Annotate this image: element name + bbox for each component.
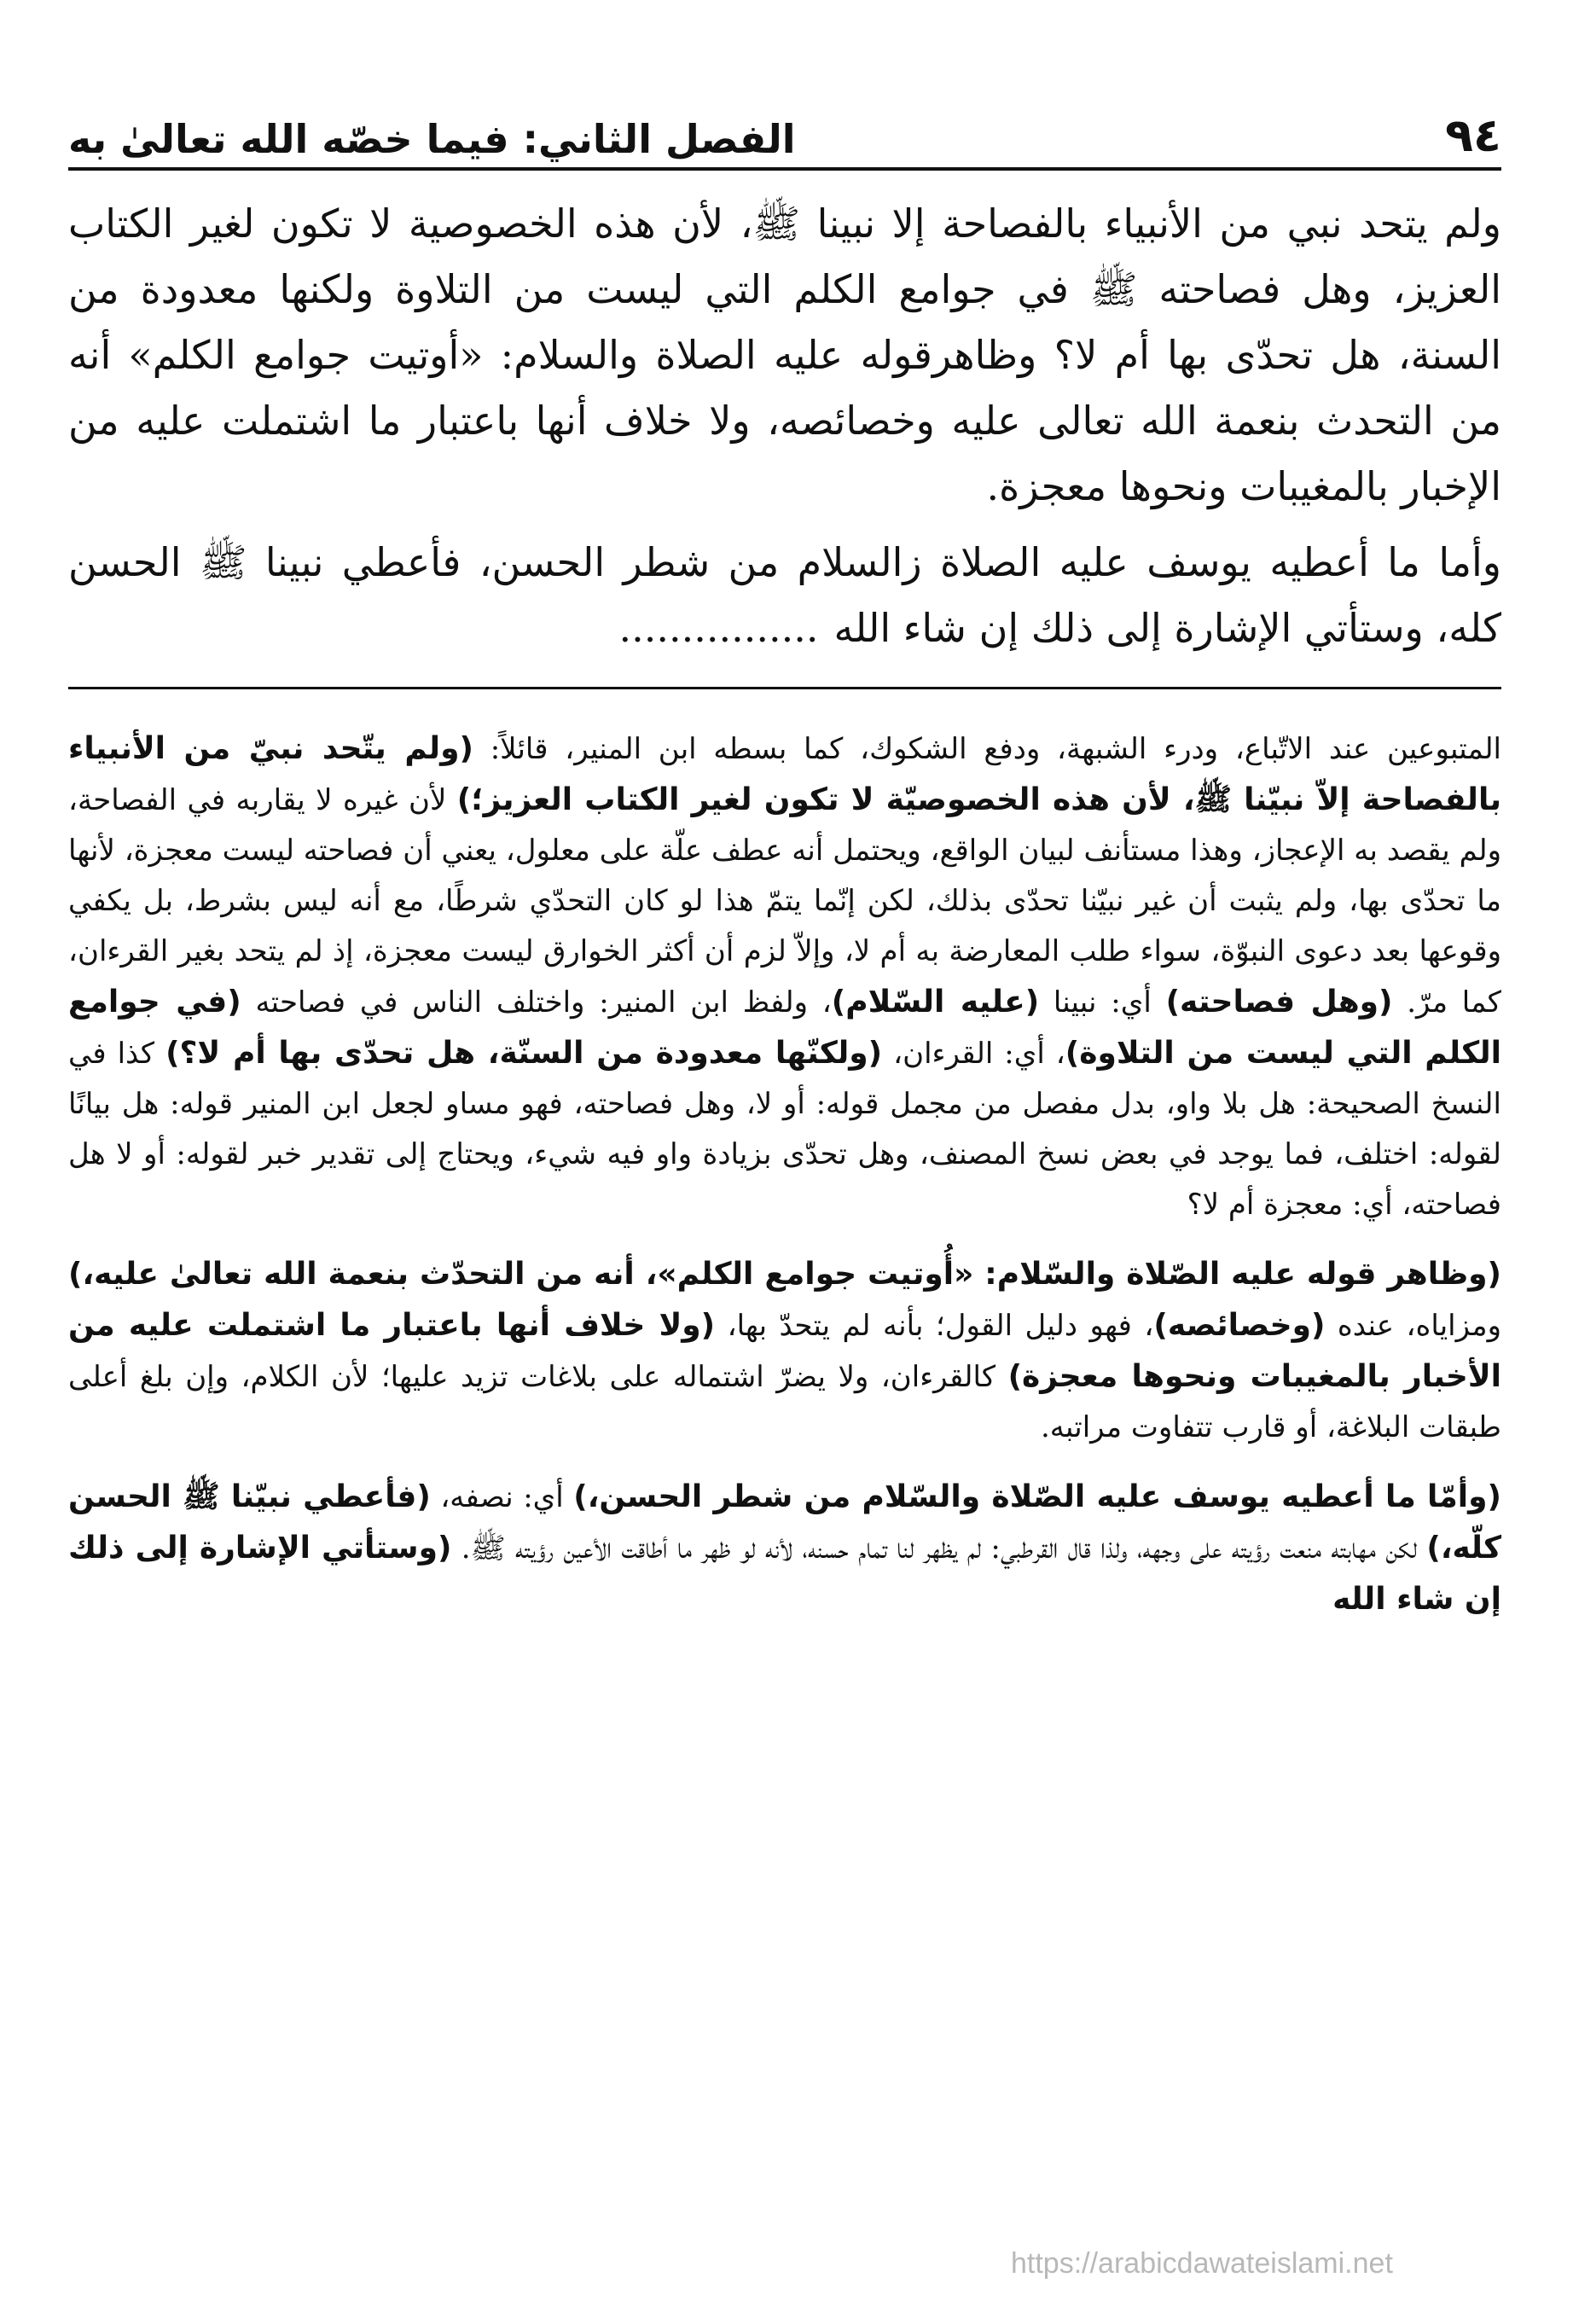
main-text — [68, 191, 1501, 661]
commentary-text: لكن مهابته منعت رؤيته على وجهه، ولذا قال القرطبي: لم يظهر لنا تمام حسنه، لأنه لو ظهر ما أطاقت الأعين رؤيته ﷺ. — [451, 1531, 1427, 1566]
commentary-text: كذا في النسخ الصحيحة: هل بلا واو، بدل مفصل من مجمل قوله: أو لا، وهل فصاحته، فهو مساو لجعل ابن المنير قوله: هل بيانًا لقوله: اختلف، فما يوجد في بعض نسخ المصنف، وهل تحدّى بزيادة واو فيه شيء، ويحتاج إلى تقدير خبر لقوله: أو لا هل فصاحته، أي: معجزة أم لا؟ — [68, 1037, 1501, 1222]
commentary-paragraph-2 — [68, 1249, 1501, 1453]
commentary-paragraph-1 — [68, 723, 1501, 1230]
commentary-text: أي: نبينا — [1039, 985, 1166, 1020]
page-header — [68, 94, 1501, 171]
main-paragraph-2-text: وأما ما أعطيه يوسف عليه الصلاة زالسلام من شطر الحسن، فأعطي نبينا ﷺ الحسن كله، وستأتي الإشارة إلى ذلك إن شاء الله — [68, 539, 1501, 651]
quoted-main-text: (فأعطي نبيّنا ﷺ الحسن كلّه،) — [68, 1479, 1501, 1566]
watermark-url: https://arabicdawateislami.net — [1011, 2247, 1393, 2280]
commentary — [68, 723, 1501, 1625]
page-number: ٩٤ — [1445, 108, 1501, 162]
commentary-text: ، فهو دليل القول؛ بأنه لم يتحدّ بها، — [715, 1309, 1154, 1343]
quoted-main-text: (ولم يتّحد نبيّ من الأنبياء بالفصاحة إلاّ نبيّنا ﷺ، لأن هذه الخصوصيّة لا تكون لغير الكتاب العزيز؛) — [68, 731, 1501, 817]
main-paragraph-2 — [68, 530, 1501, 661]
commentary-text: المتبوعين عند الاتّباع، ودرء الشبهة، ودفع الشكوك، كما بسطه ابن المنير، قائلاً: — [473, 732, 1502, 766]
book-page — [68, 94, 1501, 2278]
commentary-text: كالقرءان، ولا يضرّ اشتماله على بلاغات تزيد عليها؛ لأن الكلام، وإن بلغ أعلى طبقات البلاغة، أو قارب تتفاوت مراتبه. — [68, 1360, 1501, 1444]
quoted-main-text: (وخصائصه) — [1153, 1308, 1326, 1343]
separator-rule — [68, 687, 1501, 689]
quoted-main-text: (وستأتي الإشارة إلى ذلك إن شاء الله — [68, 1531, 1501, 1617]
quoted-main-text: (وهل فصاحته) — [1165, 985, 1393, 1020]
continuation-dots: ................ — [618, 605, 819, 651]
main-paragraph-1: ولم يتحد نبي من الأنبياء بالفصاحة إلا نبينا ﷺ، لأن هذه الخصوصية لا تكون لغير الكتاب العزيز، وهل فصاحته ﷺ في جوامع الكلم التي ليست من التلاوة ولكنها معدودة من السنة، هل تحدّى بها أم لا؟ وظاهرقوله عليه الصلاة والسلام: «أوتيت جوامع الكلم» أنه من التحدث بنعمة الله تعالى عليه وخصائصه، ولا خلاف أنها باعتبار ما اشتملت عليه من الإخبار بالمغيبات ونحوها معجزة. — [68, 200, 1501, 509]
commentary-text: ومزاياه، عنده — [1325, 1309, 1501, 1343]
commentary-text: أي: نصفه، — [430, 1480, 574, 1514]
quoted-main-text: (عليه السّلام) — [831, 985, 1040, 1020]
running-title: الفصل الثاني: فيما خصّه الله تعالىٰ به — [68, 116, 796, 162]
commentary-text: ، ولفظ ابن المنير: واختلف الناس في فصاحته — [241, 985, 832, 1020]
quoted-main-text: (ولا خلاف أنها باعتبار ما اشتملت عليه من الأخبار بالمغيبات ونحوها معجزة) — [68, 1308, 1501, 1394]
quoted-main-text: (وأمّا ما أعطيه يوسف عليه الصّلاة والسّلام من شطر الحسن،) — [573, 1479, 1501, 1514]
commentary-text: ، أي: القرءان، — [882, 1037, 1065, 1071]
commentary-paragraph-3 — [68, 1472, 1501, 1625]
quoted-main-text: (وظاهر قوله عليه الصّلاة والسّلام: «أُوتيت جوامع الكلم»، أنه من التحدّث بنعمة الله تعالىٰ عليه،) — [68, 1257, 1501, 1292]
quoted-main-text: (ولكنّها معدودة من السنّة، هل تحدّى بها أم لا؟) — [165, 1036, 883, 1071]
commentary-text: لأن غيره لا يقاربه في الفصاحة، ولم يقصد به الإعجاز، وهذا مستأنف لبيان الواقع، ويحتمل أنه عطف علّة على معلول، يعني أن فصاحته ليست معجزة، لأنها ما تحدّى بها، ولم يثبت أن غير نبيّنا تحدّى بذلك، لكن إنّما يتمّ هذا لو كان التحدّي شرطًا، مع أنه ليس بشرط، بل يكفي وقوعها بعد دعوى النبوّة، سواء طلب المعارضة به أم لا، وإلاّ لزم أن أكثر الخوارق ليست معجزة، إذ لم يتحد بغير القرءان، كما مرّ. — [68, 783, 1501, 1020]
quoted-main-text: (في جوامع الكلم التي ليست من التلاوة) — [68, 985, 1502, 1071]
